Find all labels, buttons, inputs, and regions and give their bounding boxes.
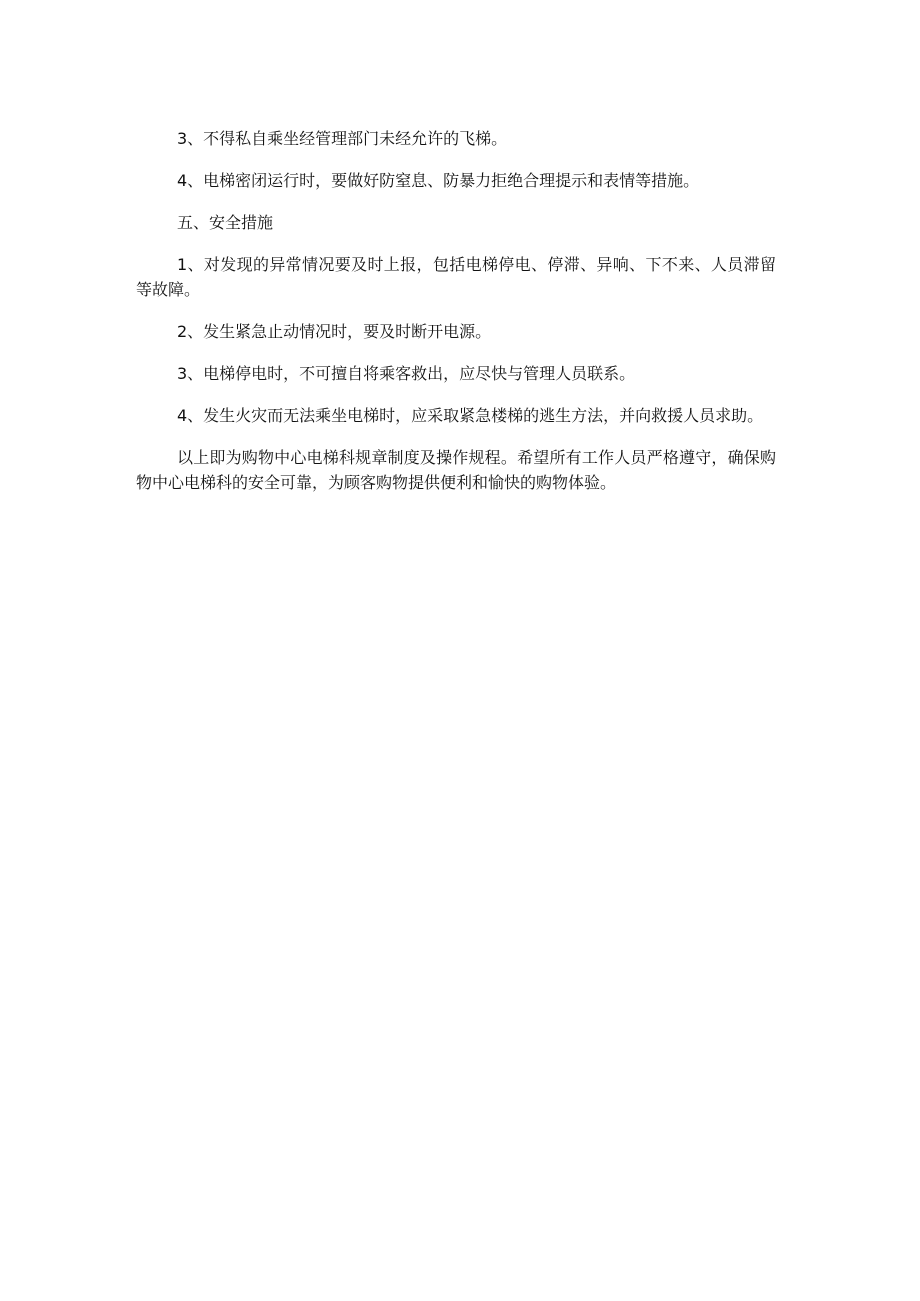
rule-item-3: 3、不得私自乘坐经管理部门未经允许的飞梯。: [177, 129, 508, 148]
safety-item-4: 4、发生火灾而无法乘坐电梯时，应采取紧急楼梯的逃生方法，并向救援人员求助。: [177, 406, 764, 425]
safety-item-2: 2、发生紧急止动情况时，要及时断开电源。: [177, 322, 492, 341]
safety-item-3: 3、电梯停电时，不可擅自将乘客救出，应尽快与管理人员联系。: [177, 364, 636, 383]
rule-item-4: 4、电梯密闭运行时，要做好防窒息、防暴力拒绝合理提示和表情等措施。: [177, 171, 700, 190]
document-body: [136, 126, 776, 512]
closing-paragraph: 以上即为购物中心电梯科规章制度及操作规程。希望所有工作人员严格遵守，确保购物中心电梯科的安全可靠，为顾客购物提供便利和愉快的购物体验。: [136, 448, 776, 492]
section-heading-safety-measures: 五、安全措施: [177, 213, 274, 232]
safety-item-1: 1、对发现的异常情况要及时上报，包括电梯停电、停滞、异响、下不来、人员滞留等故障。: [136, 255, 776, 299]
